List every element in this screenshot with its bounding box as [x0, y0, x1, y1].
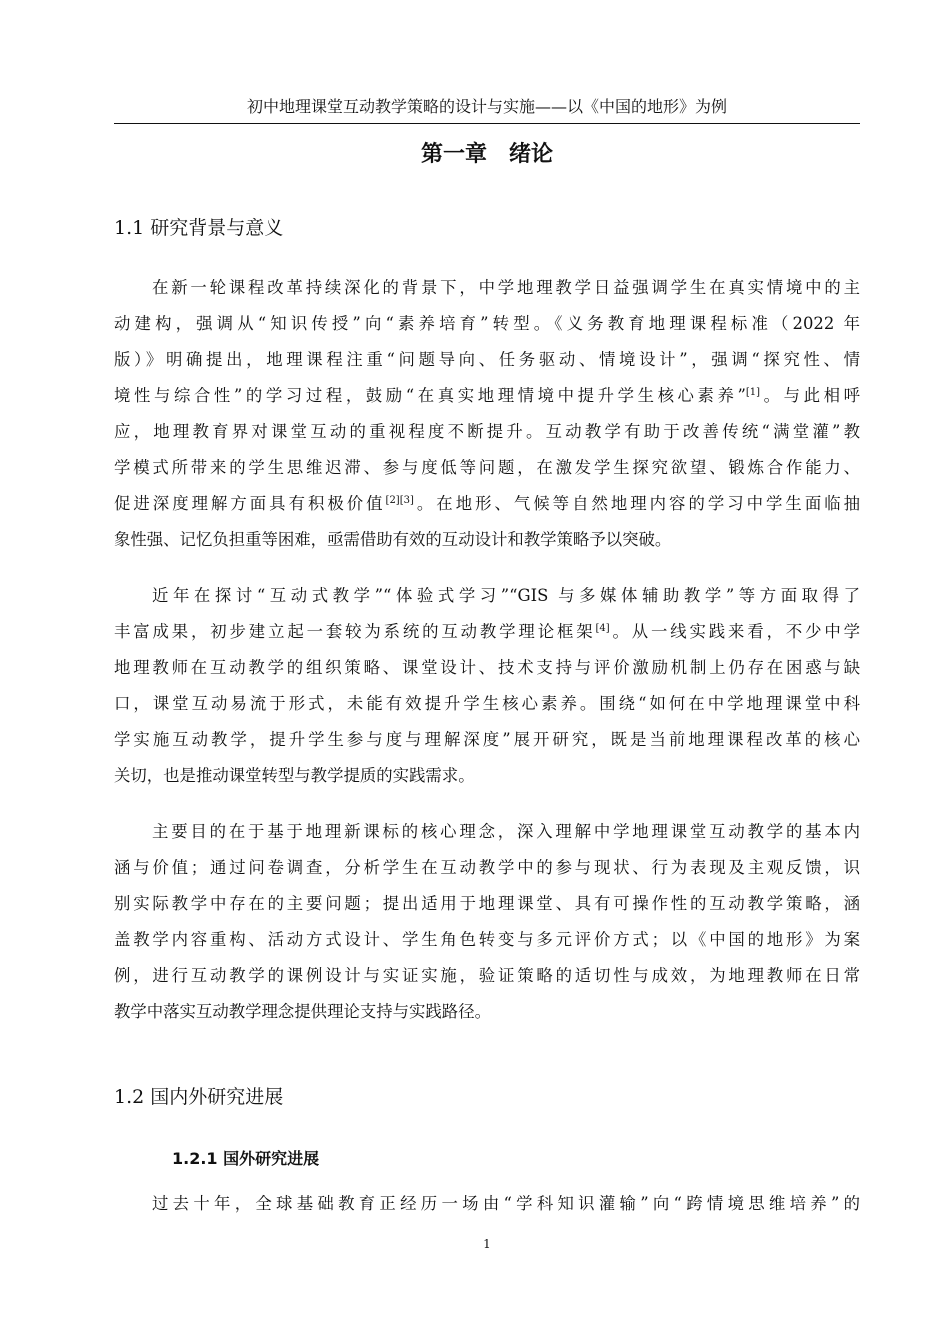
paragraph-line: 主要目的在于基于地理新课标的核心理念，深入理解中学地理课堂互动教学的基本内 — [152, 822, 860, 841]
paragraph-line: 应，地理教育界对课堂互动的重视程度不断提升。互动教学有助于改善传统“满堂灌”教 — [114, 422, 860, 441]
paragraph-line — [114, 486, 860, 522]
citation-marker: [1] — [745, 387, 761, 398]
text-run: 境性与综合性”的学习过程，鼓励“在真实地理情境中提升学生核心素养” — [114, 386, 746, 405]
paragraph-line: 盖教学内容重构、活动方式设计、学生角色转变与多元评价方式；以《中国的地形》为案 — [114, 930, 860, 949]
paragraph-line: 在新一轮课程改革持续深化的背景下，中学地理教学日益强调学生在真实情境中的主 — [152, 278, 860, 297]
section-heading-1-1: 1.1 研究背景与意义 — [114, 217, 284, 239]
paragraph-recent-research — [114, 578, 860, 794]
running-header: 初中地理课堂互动教学策略的设计与实施——以《中国的地形》为例 — [246, 97, 727, 116]
text-run: 。在地形、气候等自然地理内容的学习中学生面临抽 — [413, 494, 861, 513]
paragraph-line: 象性强、记忆负担重等困难，亟需借助有效的互动设计和教学策略予以突破。 — [114, 530, 672, 549]
paragraph-line: 口，课堂互动易流于形式，未能有效提升学生核心素养。围绕“如何在中学地理课堂中科 — [114, 694, 860, 713]
citation-marker: [2][3] — [385, 495, 414, 506]
section-heading-1-2: 1.2 国内外研究进展 — [114, 1086, 284, 1108]
paragraph-line: 学模式所带来的学生思维迟滞、参与度低等问题，在激发学生探究欲望、锻炼合作能力、 — [114, 458, 860, 477]
paragraph-line: 版）》明确提出，地理课程注重“问题导向、任务驱动、情境设计”，强调“探究性、情 — [114, 350, 860, 369]
paragraph-line: 教学中落实互动教学理念提供理论支持与实践路径。 — [114, 1002, 491, 1021]
text-run: 促进深度理解方面具有积极价值 — [114, 494, 386, 513]
paragraph-research-purpose — [114, 814, 860, 1030]
paragraph-line: 学实施互动教学，提升学生参与度与理解深度”展开研究，既是当前地理课程改革的核心 — [114, 730, 860, 749]
paragraph-line — [114, 614, 860, 650]
paragraph-line: 近年在探讨“互动式教学”“体验式学习”“GIS 与多媒体辅助教学”等方面取得了 — [152, 586, 860, 605]
paragraph-line: 涵与价值；通过问卷调查，分析学生在互动教学中的参与现状、行为表现及主观反馈，识 — [114, 858, 860, 877]
paragraph-line: 关切，也是推动课堂转型与教学提质的实践需求。 — [114, 766, 475, 785]
paragraph-line: 过去十年，全球基础教育正经历一场由“学科知识灌输”向“跨情境思维培养”的 — [152, 1194, 860, 1213]
text-run: 丰富成果，初步建立起一套较为系统的互动教学理论框架 — [114, 622, 596, 641]
chapter-title: 第一章 绪论 — [420, 142, 553, 167]
page-number: 1 — [483, 1237, 491, 1251]
paragraph-line: 动建构，强调从“知识传授”向“素养培育”转型。《义务教育地理课程标准（2022 年 — [114, 314, 860, 333]
text-run: 。与此相呼 — [760, 386, 861, 405]
citation-marker: [4] — [595, 623, 610, 634]
paragraph-line: 例，进行互动教学的课例设计与实证实施，验证策略的适切性与成效，为地理教师在日常 — [114, 966, 860, 985]
subsection-heading-1-2-1: 1.2.1 国外研究进展 — [172, 1149, 320, 1168]
text-run: 。从一线实践来看，不少中学 — [609, 622, 861, 641]
paragraph-foreign-research — [114, 1186, 860, 1222]
paragraph-background — [114, 270, 860, 558]
paragraph-line: 别实际教学中存在的主要问题；提出适用于地理课堂、具有可操作性的互动教学策略，涵 — [114, 894, 860, 913]
header-rule — [114, 123, 860, 124]
paragraph-line: 地理教师在互动教学的组织策略、课堂设计、技术支持与评价激励机制上仍存在困惑与缺 — [114, 658, 860, 677]
paragraph-line — [114, 378, 860, 414]
